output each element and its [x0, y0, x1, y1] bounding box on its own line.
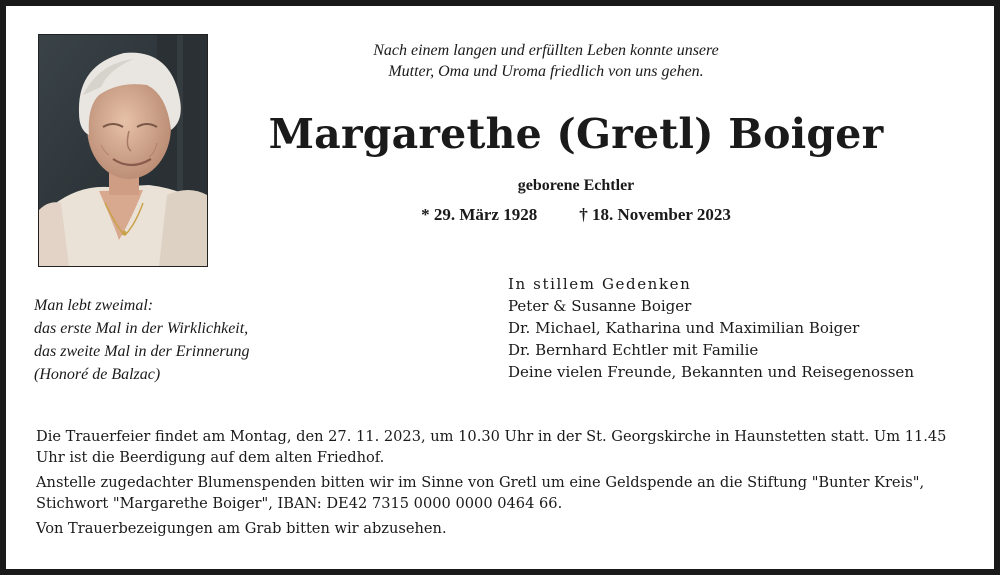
mourner-entry: Dr. Michael, Katharina und Maximilian Boiger	[508, 319, 860, 337]
mourner-entry: Peter & Susanne Boiger	[508, 297, 692, 315]
portrait-photo	[38, 34, 208, 267]
intro-text	[306, 40, 786, 82]
deceased-name: Margarethe (Gretl) Boiger	[268, 110, 884, 158]
donation-request: Anstelle zugedachter Blumenspenden bitten wir im Sinne von Gretl um eine Geldspende an die Stiftung "Bunter Kreis", Stichwort "Margarethe Boiger", IBAN: DE42 7315 0000 0000 0464 66.	[36, 474, 925, 512]
funeral-details: Die Trauerfeier findet am Montag, den 27. 11. 2023, um 10.30 Uhr in der St. Georgskirche in Haunstetten statt. Um 11.45 Uhr ist die Beerdigung auf dem alten Friedhof.	[36, 428, 947, 466]
quote-line: Man lebt zweimal:	[34, 297, 154, 314]
mourner-entry: Dr. Bernhard Echtler mit Familie	[508, 341, 759, 359]
obituary-notice	[6, 6, 994, 569]
life-dates	[306, 205, 846, 225]
mourners-list	[508, 273, 978, 383]
birth-name: geborene Echtler	[517, 177, 635, 194]
intro-line: Mutter, Oma und Uroma friedlich von uns gehen.	[388, 63, 704, 80]
quote-author: (Honoré de Balzac)	[34, 366, 161, 383]
funeral-information	[36, 426, 976, 543]
death-date: † 18. November 2023	[579, 205, 731, 224]
portrait-image	[39, 35, 207, 266]
mourner-entry: Deine vielen Freunde, Bekannten und Reisegenossen	[508, 363, 914, 381]
quote-line: das zweite Mal in der Erinnerung	[34, 343, 250, 360]
birth-date: * 29. März 1928	[421, 205, 538, 224]
intro-line: Nach einem langen und erfüllten Leben konnte unsere	[373, 42, 719, 59]
memorial-quote	[34, 294, 334, 386]
mourners-heading: In stillem Gedenken	[508, 275, 692, 293]
grave-request: Von Trauerbezeigungen am Grab bitten wir abzusehen.	[36, 520, 447, 537]
quote-line: das erste Mal in der Wirklichkeit,	[34, 320, 249, 337]
